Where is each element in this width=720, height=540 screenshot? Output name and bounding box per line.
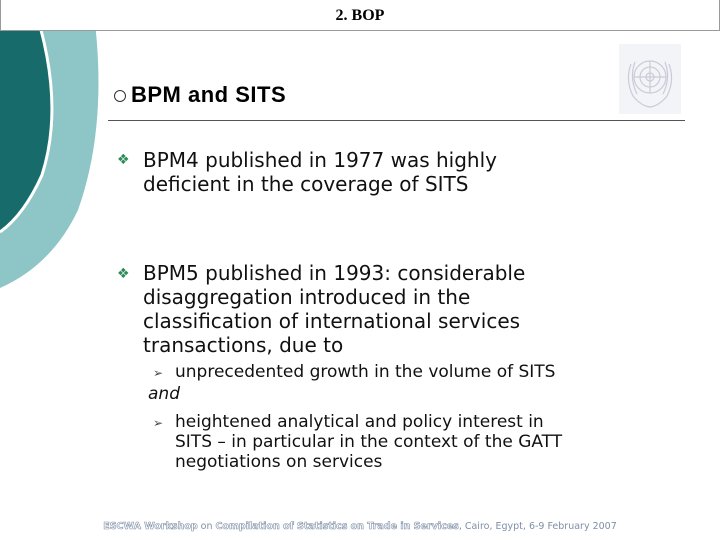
text-line: deficient in the coverage of SITS <box>143 172 469 196</box>
heading-divider <box>108 120 685 121</box>
text-line: unprecedented growth in the volume of SITS <box>175 362 556 382</box>
slide-footer <box>0 521 720 532</box>
footer-topic: Compilation of Statistics on Trade in Services <box>215 521 459 532</box>
sub-point-1-text <box>175 362 555 382</box>
diamond-bullet-icon: ❖ <box>117 266 130 282</box>
arrow-bullet-icon: ➢ <box>153 416 164 430</box>
sub-point-2-text <box>175 412 562 472</box>
text-line: negotiations on services <box>175 452 383 472</box>
connector-text: and <box>148 384 180 404</box>
circle-bullet-icon <box>114 90 126 102</box>
section-heading: BPM and SITS <box>131 82 287 107</box>
un-emblem-logo <box>619 44 681 114</box>
text-line: BPM5 published in 1993: considerable <box>143 261 526 285</box>
footer-connector: on <box>197 521 216 532</box>
footer-event: ESCWA Workshop <box>103 521 198 532</box>
text-line: transactions, due to <box>143 333 344 357</box>
arrow-bullet-icon: ➢ <box>153 366 164 380</box>
bullet-2-text <box>143 261 525 357</box>
text-line: BPM4 published in 1977 was highly <box>143 148 497 172</box>
footer-place-date: , Cairo, Egypt, 6-9 February 2007 <box>458 521 617 532</box>
text-line: disaggregation introduced in the <box>143 285 471 309</box>
decorative-swoosh <box>0 0 120 300</box>
bullet-1-text <box>143 148 497 196</box>
text-line: SITS – in particular in the context of the GATT <box>175 432 563 452</box>
slide-title: 2. BOP <box>0 0 720 31</box>
text-line: classification of international services <box>143 309 521 333</box>
diamond-bullet-icon: ❖ <box>117 152 130 168</box>
text-line: heightened analytical and policy interest in <box>175 412 544 432</box>
